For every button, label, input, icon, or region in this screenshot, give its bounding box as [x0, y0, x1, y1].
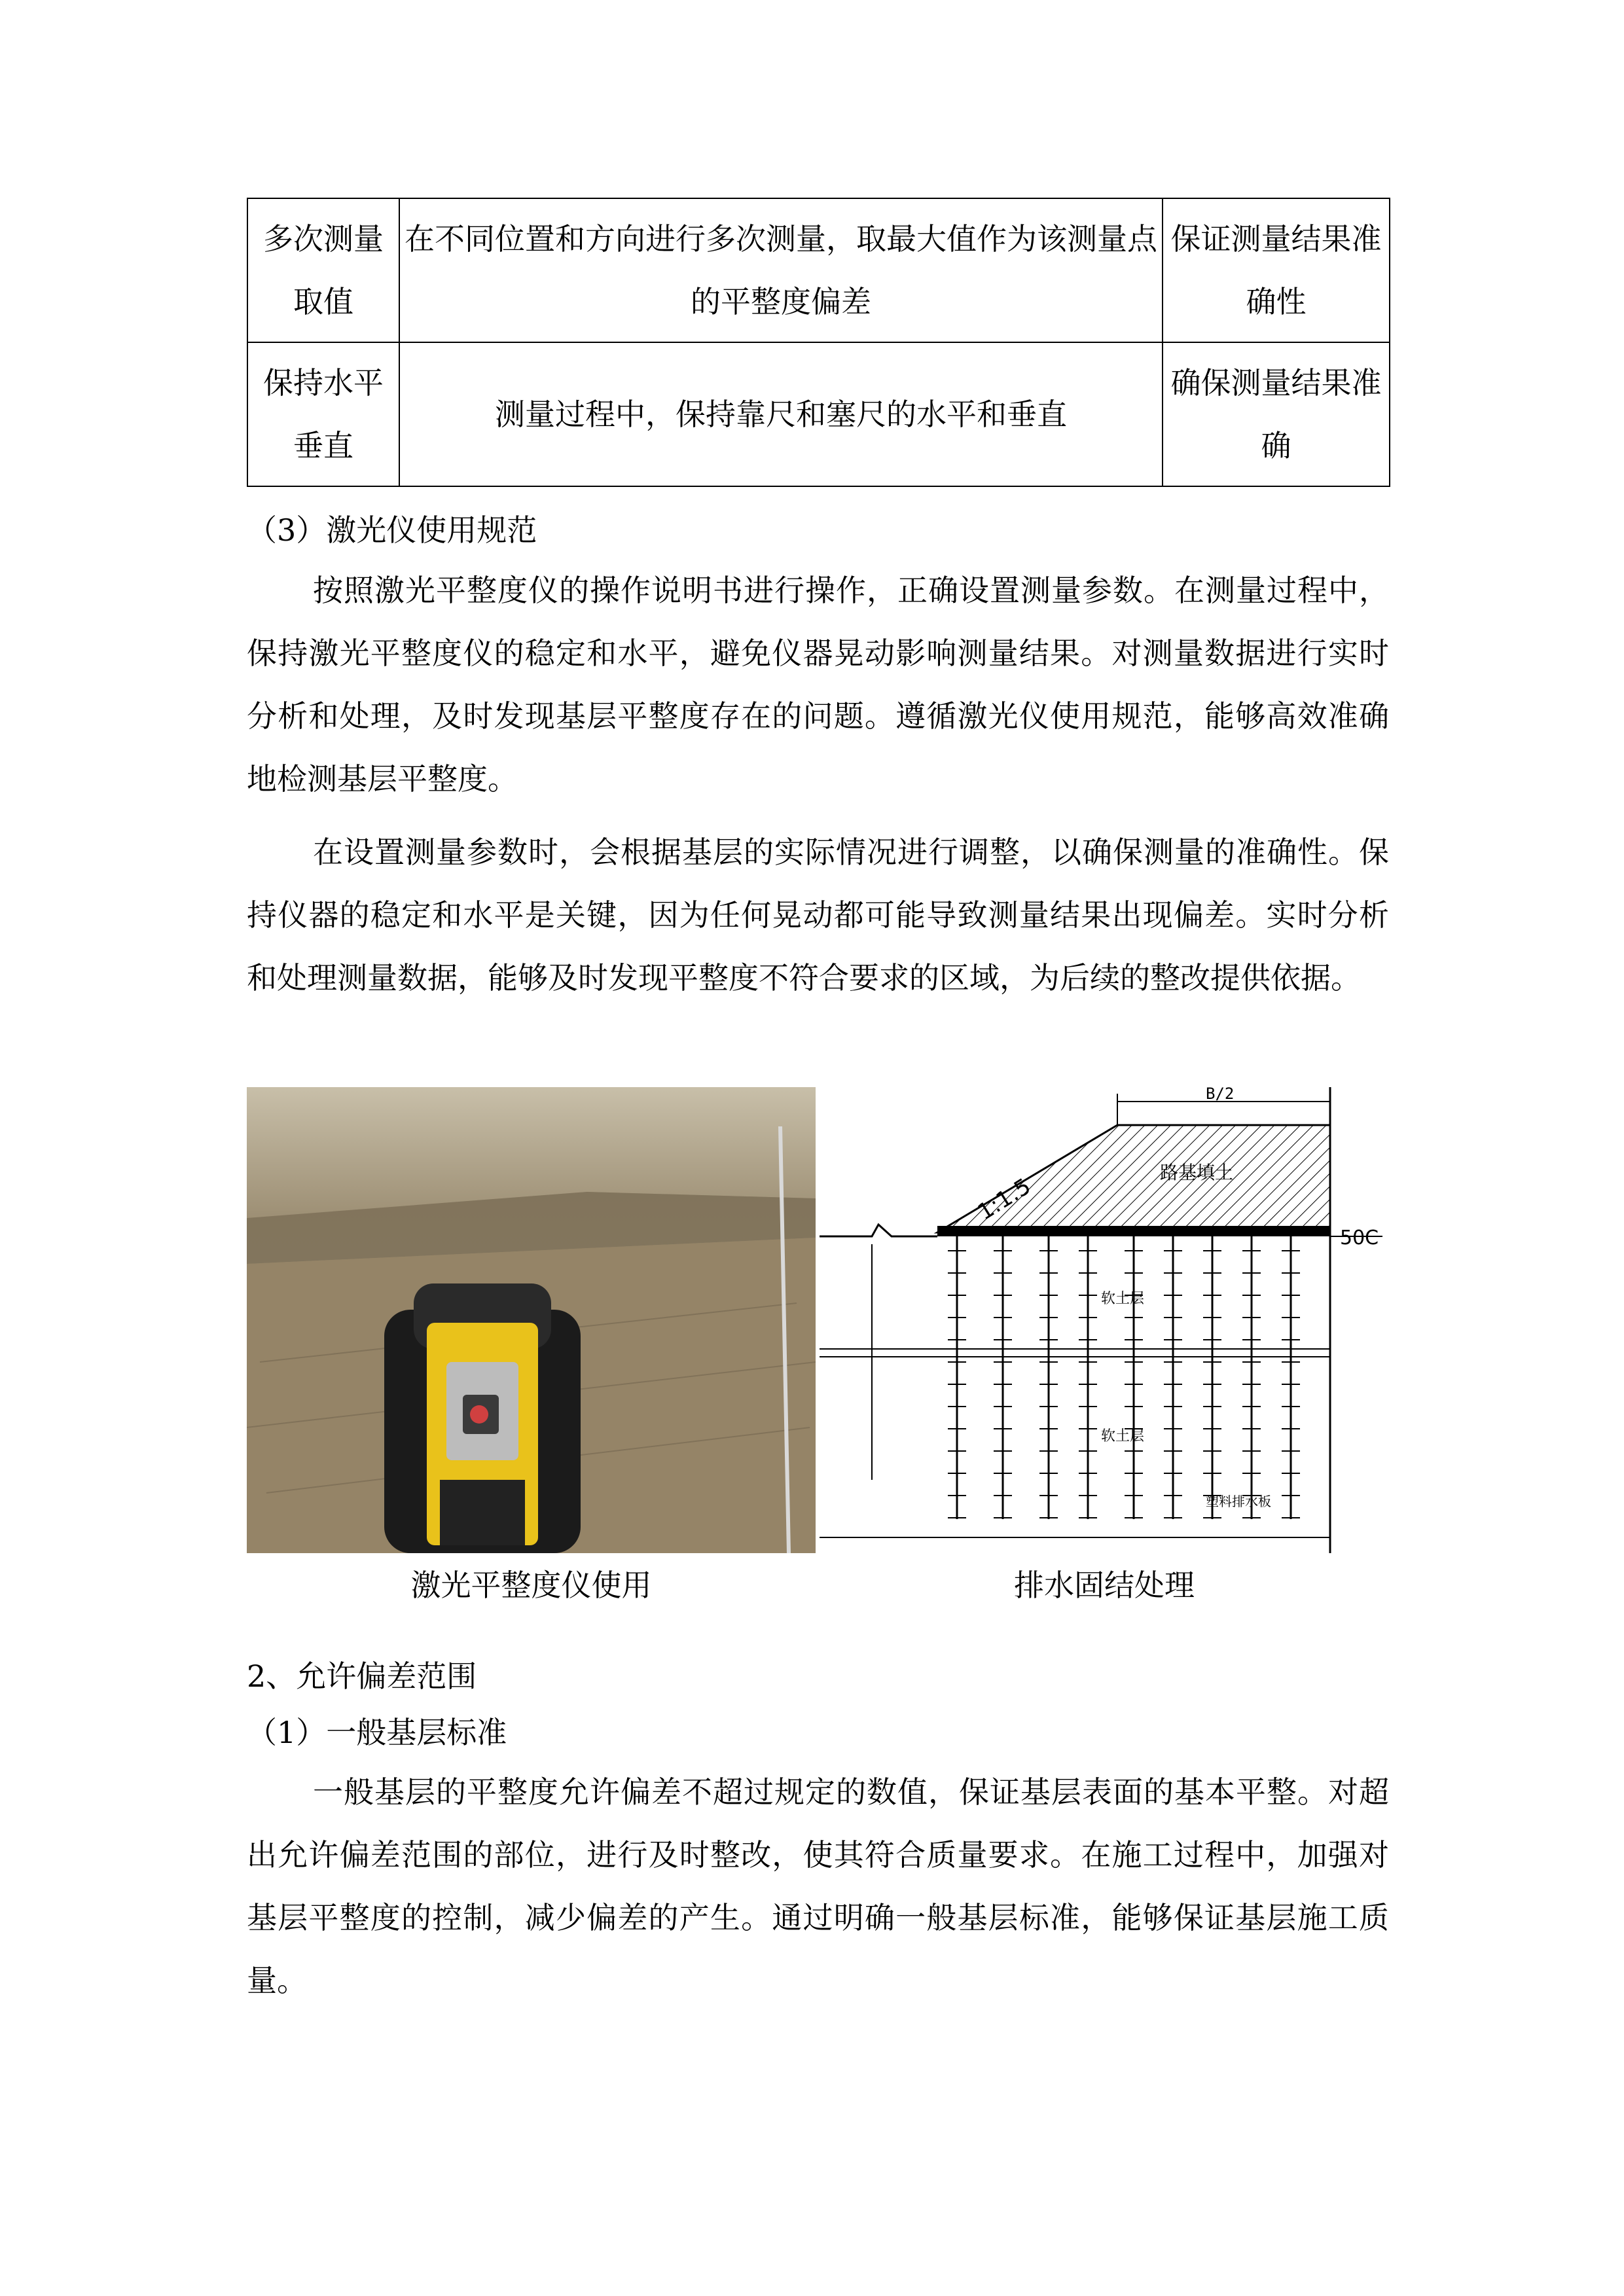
section-heading: 2、允许偏差范围: [247, 1659, 477, 1694]
drainage-diagram-image: [820, 1087, 1389, 1553]
slope-label: 1:1.5: [973, 1173, 1036, 1226]
drain-label: 塑料排水板: [1206, 1494, 1271, 1509]
elevation-label: 50C: [1340, 1227, 1379, 1249]
soil-layer-label: 软土层: [1101, 1291, 1145, 1307]
table-row: [247, 198, 1390, 342]
figure-caption-right: 排水固结处理: [1014, 1568, 1195, 1603]
table-cell-purpose: 确保测量结果准确: [1163, 342, 1390, 486]
table-cell-method: 在不同位置和方向进行多次测量，取最大值作为该测量点的平整度偏差: [399, 198, 1163, 342]
paragraph: 在设置测量参数时，会根据基层的实际情况进行调整，以确保测量的准确性。保持仪器的稳定和水平是关键，因为任何晃动都可能导致测量结果出现偏差。实时分析和处理测量数据，能够及时发现平整度不符合要求的区域，为后续的整改提供依据。: [247, 834, 1389, 996]
soil-layer-label: 软土层: [1101, 1428, 1145, 1444]
paragraph: 一般基层的平整度允许偏差不超过规定的数值，保证基层表面的基本平整。对超出允许偏差范围的部位，进行及时整改，使其符合质量要求。在施工过程中，加强对基层平整度的控制，减少偏差的产生。通过明确一般基层标准，能够保证基层施工质量。: [247, 1774, 1389, 1998]
table-cell-purpose: 保证测量结果准确性: [1163, 198, 1390, 342]
section-heading: （3）激光仪使用规范: [247, 512, 537, 548]
table-cell-item: 多次测量取值: [247, 198, 399, 342]
top-dimension-label: B/2: [1206, 1087, 1235, 1103]
paragraph: 按照激光平整度仪的操作说明书进行操作，正确设置测量参数。在测量过程中，保持激光平整度仪的稳定和水平，避免仪器晃动影响测量结果。对测量数据进行实时分析和处理，及时发现基层平整度存在的问题。遵循激光仪使用规范，能够高效准确地检测基层平整度。: [247, 573, 1389, 797]
measurement-table: [247, 198, 1390, 487]
table-row: [247, 342, 1390, 486]
subsection-heading: （1）一般基层标准: [247, 1715, 507, 1750]
table-cell-method: 测量过程中，保持靠尺和塞尺的水平和垂直: [399, 342, 1163, 486]
fill-label: 路基填土: [1160, 1162, 1234, 1183]
laser-level-photo: [247, 1087, 816, 1553]
table-cell-item: 保持水平垂直: [247, 342, 399, 486]
laser-level-image: [247, 1087, 816, 1553]
drainage-diagram: [820, 1087, 1389, 1553]
figure-caption-left: 激光平整度仪使用: [410, 1568, 652, 1603]
